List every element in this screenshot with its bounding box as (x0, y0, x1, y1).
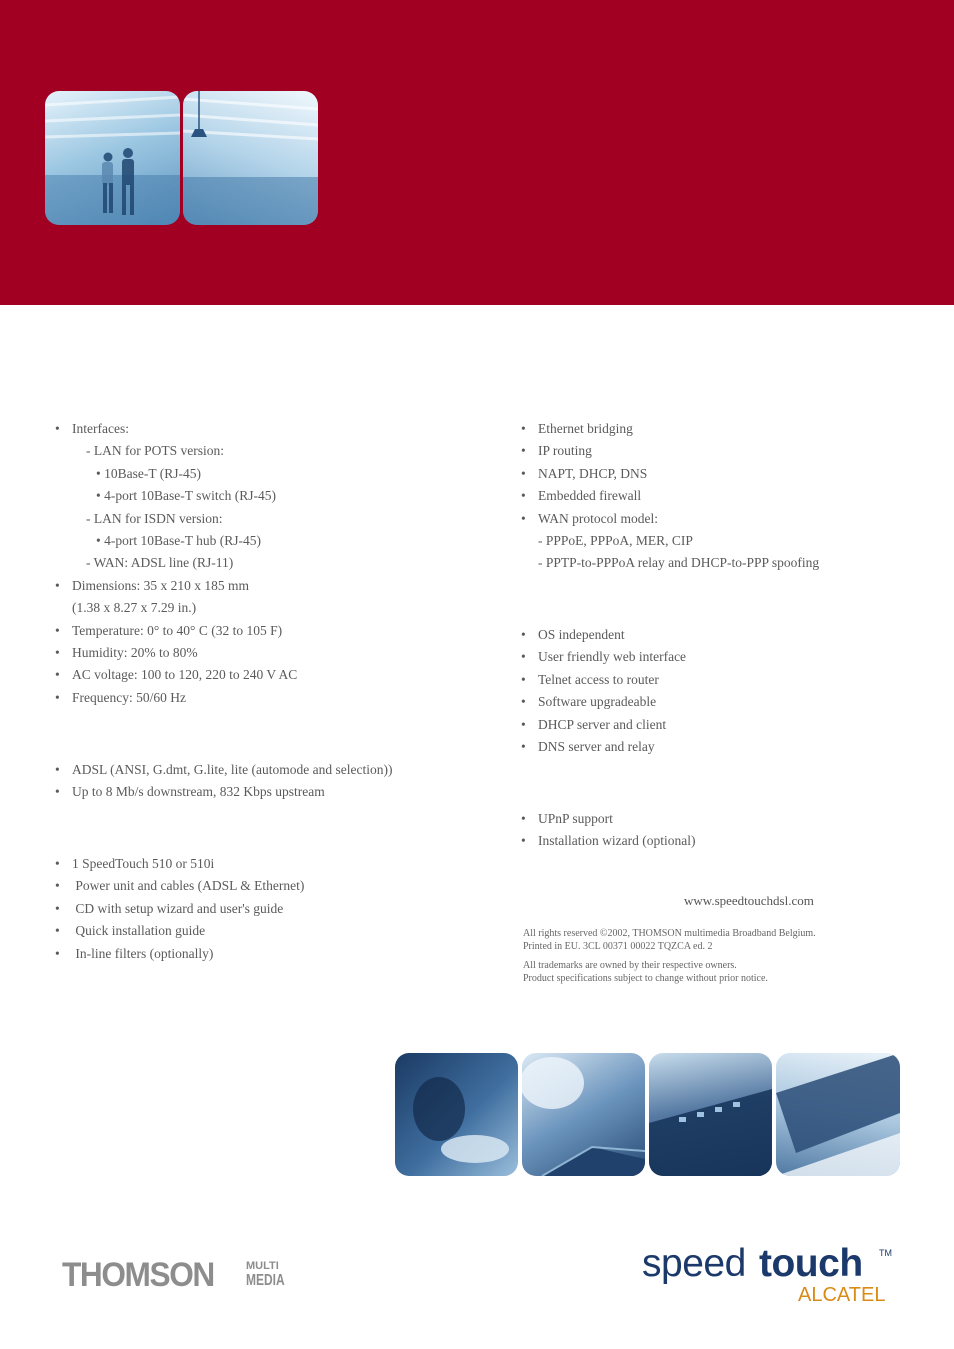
touch-wordmark: touch (759, 1242, 863, 1285)
adsl-item: • Up to 8 Mb/s downstream, 832 Kbps upstream (55, 781, 392, 803)
trademark-text (523, 960, 768, 985)
networking-features-list (521, 418, 819, 575)
spec-item: • 4-port 10Base-T switch (RJ-45) (96, 488, 276, 504)
trademark-mark: TM (879, 1248, 892, 1258)
spec-item: - LAN for POTS version: (86, 443, 224, 459)
speedtouch-alcatel-logo (642, 1240, 912, 1312)
spec-item: • AC voltage: 100 to 120, 220 to 240 V AC (55, 664, 297, 686)
print-code-line: Printed in EU. 3CL 00371 00022 TQZCA ed. 2 (523, 940, 713, 952)
extra-item: • UPnP support (521, 808, 695, 830)
device-front-photo (522, 1053, 645, 1176)
package-item: • 1 SpeedTouch 510 or 510i (55, 853, 304, 875)
spec-item: • Dimensions: 35 x 210 x 185 mm (55, 575, 297, 597)
feature-item: • WAN protocol model: (521, 508, 819, 530)
speed-wordmark: speed (642, 1242, 746, 1285)
extra-item: • Installation wizard (optional) (521, 830, 695, 852)
thomson-wordmark: THOMSON (62, 1256, 214, 1294)
adsl-specs-list (55, 759, 392, 804)
device-side-photo (776, 1053, 900, 1176)
feature-item: • Embedded firewall (521, 485, 819, 507)
spec-item: • Temperature: 0° to 40° C (32 to 105 F) (55, 620, 297, 642)
spec-item: • Frequency: 50/60 Hz (55, 687, 297, 709)
management-item: • OS independent (521, 624, 686, 646)
management-item: • Telnet access to router (521, 669, 686, 691)
package-item: • Power unit and cables (ADSL & Ethernet) (55, 875, 304, 897)
spec-item: - WAN: ADSL line (RJ-11) (86, 555, 234, 571)
management-item: • DNS server and relay (521, 736, 686, 758)
copyright-text (523, 928, 816, 953)
office-lamp-photo (183, 91, 318, 225)
hardware-specs-list (55, 418, 297, 709)
spec-item: • Interfaces: (55, 418, 297, 440)
spec-item: - LAN for ISDN version: (86, 510, 223, 526)
management-item: • User friendly web interface (521, 646, 686, 668)
thomson-multi: MULTI (246, 1260, 279, 1272)
trademark-line: All trademarks are owned by their respective owners. (523, 960, 737, 971)
spec-item: • Humidity: 20% to 80% (55, 642, 297, 664)
package-item: • In-line filters (optionally) (55, 943, 304, 965)
package-item: • Quick installation guide (55, 920, 304, 942)
management-item: • DHCP server and client (521, 714, 686, 736)
thomson-multimedia-logo (62, 1258, 284, 1298)
spec-item: • 4-port 10Base-T hub (RJ-45) (96, 533, 261, 549)
device-ports-photo (649, 1053, 772, 1176)
feature-item: - PPTP-to-PPPoA relay and DHCP-to-PPP spoofing (538, 555, 820, 571)
spec-item: (1.38 x 8.27 x 7.29 in.) (72, 600, 197, 616)
adsl-item: • ADSL (ANSI, G.dmt, G.lite, lite (automode and selection)) (55, 759, 392, 781)
feature-item: • Ethernet bridging (521, 418, 819, 440)
package-item: • CD with setup wizard and user's guide (55, 898, 304, 920)
feature-item: - PPPoE, PPPoA, MER, CIP (538, 533, 693, 549)
office-people-photo (45, 91, 180, 225)
extra-features-list (521, 808, 695, 853)
management-features-list (521, 624, 686, 758)
website-link[interactable]: www.speedtouchdsl.com (684, 893, 814, 908)
feature-item: • NAPT, DHCP, DNS (521, 463, 819, 485)
spec-item: • 10Base-T (RJ-45) (96, 465, 201, 481)
hands-photo (395, 1053, 518, 1176)
thomson-media: MEDIA (246, 1272, 285, 1289)
alcatel-wordmark: ALCATEL (798, 1284, 886, 1306)
copyright-line: All rights reserved ©2002, THOMSON multimedia Broadband Belgium. (523, 928, 816, 939)
management-item: • Software upgradeable (521, 691, 686, 713)
package-contents-list (55, 853, 304, 965)
feature-item: • IP routing (521, 440, 819, 462)
disclaimer-line: Product specifications subject to change without prior notice. (523, 972, 768, 984)
